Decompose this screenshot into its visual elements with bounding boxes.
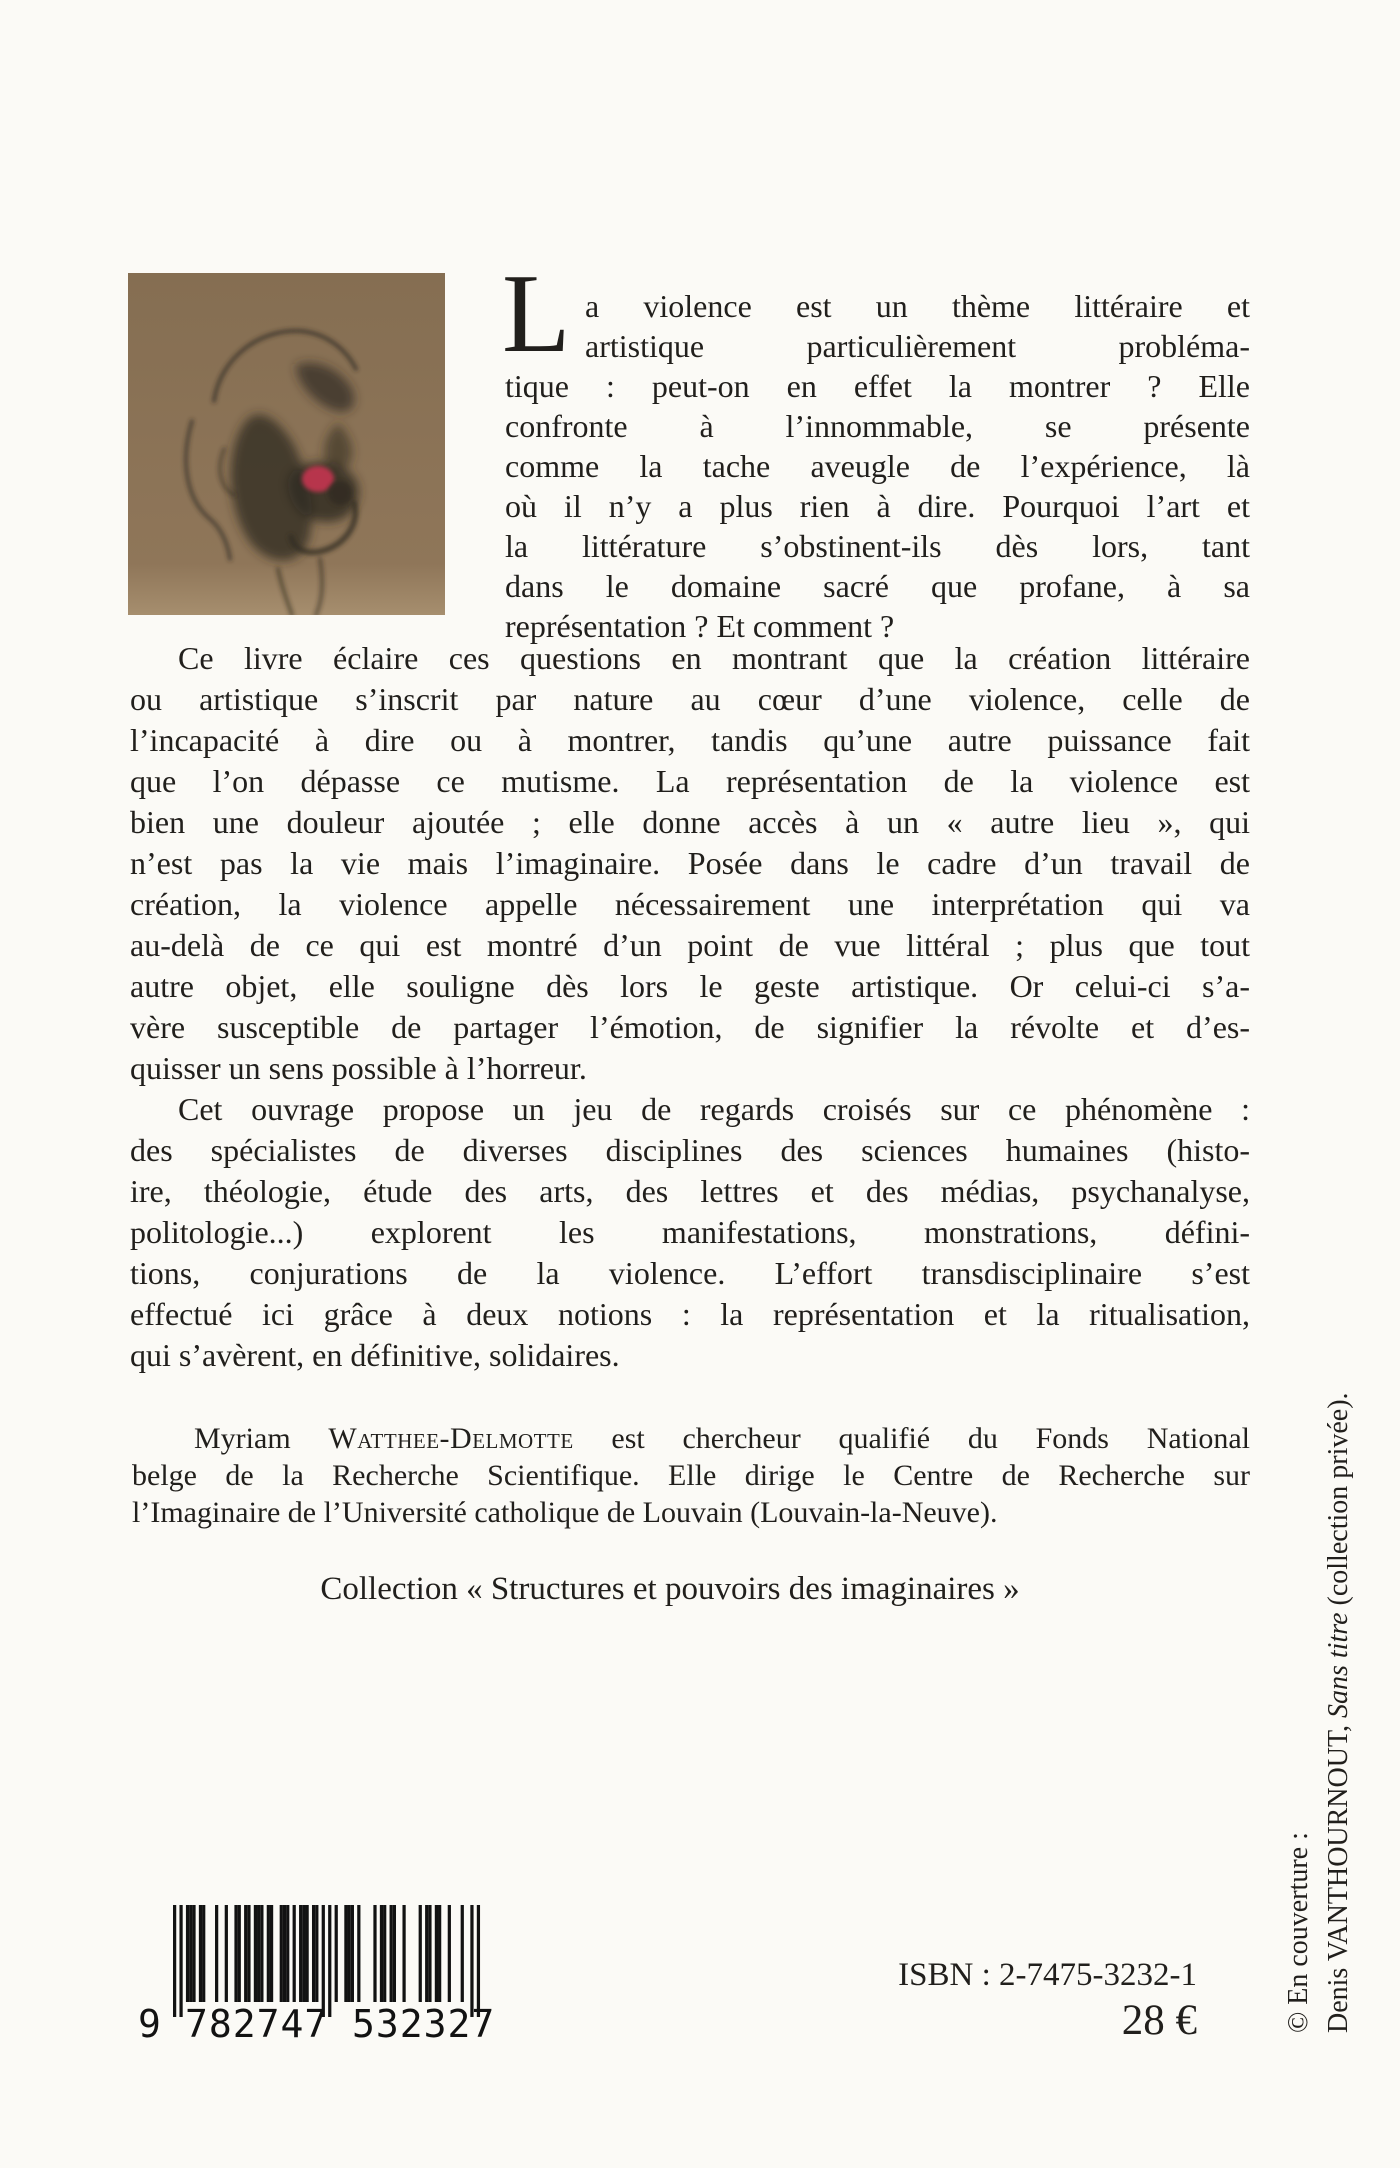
blurb-paragraph-1 xyxy=(505,286,1250,646)
barcode-bar xyxy=(280,1905,283,2002)
text-line: artistique particulièrement probléma- xyxy=(585,328,1250,364)
barcode-bar xyxy=(186,1905,189,2002)
blurb-paragraph-3 xyxy=(130,1089,1250,1376)
text-line: des spécialistes de diverses disciplines des sciences humaines (histo- xyxy=(130,1132,1250,1168)
drop-cap: L xyxy=(502,252,571,376)
bio-line-1-rest: est chercheur qualifié du Fonds National xyxy=(573,1422,1250,1455)
text-line: bien une douleur ajoutée ; elle donne accès à un « autre lieu », qui xyxy=(130,804,1250,840)
barcode-bar xyxy=(322,1905,325,2017)
text-line: que l’on dépasse ce mutisme. La représentation de la violence est xyxy=(130,763,1250,799)
text-line: création, la violence appelle nécessairement une interprétation qui va xyxy=(130,886,1250,922)
barcode-bar xyxy=(238,1905,241,2002)
barcode-bar xyxy=(244,1905,247,2002)
artwork-title-italic: Sans titre xyxy=(1323,1612,1354,1718)
text-line: quisser un sens possible à l’horreur. xyxy=(130,1050,587,1086)
barcode-bar xyxy=(335,1905,338,2002)
text-line: ire, théologie, étude des arts, des lettres et des médias, psychanalyse, xyxy=(130,1173,1250,1209)
text-line: dans le domaine sacré que profane, à sa xyxy=(505,568,1250,604)
barcode-bar xyxy=(393,1905,396,2002)
cover-credit xyxy=(1279,1253,1359,2033)
credit-line-1: © En couverture : xyxy=(1283,1832,1314,2033)
text-line: ou artistique s’inscrit par nature au cœur d’une violence, celle de xyxy=(130,681,1250,717)
barcode-bar xyxy=(247,1905,250,2002)
paragraph-1-lines xyxy=(505,286,1250,646)
barcode-bar xyxy=(435,1905,438,2002)
barcode-bar xyxy=(192,1905,195,2002)
text-line: l’incapacité à dire ou à montrer, tandis qu’une autre puissance fait xyxy=(130,722,1250,758)
bio-line-1 xyxy=(132,1420,1250,1457)
barcode-bar xyxy=(270,1905,273,2002)
barcode-bar xyxy=(199,1905,202,2002)
barcode-bar xyxy=(357,1905,360,2002)
barcode-bar xyxy=(202,1905,205,2002)
bio-lines xyxy=(132,1457,1250,1531)
text-line: politologie...) explorent les manifestations, monstrations, défini- xyxy=(130,1214,1250,1250)
text-line: au-delà de ce qui est montré d’un point de vue littéral ; plus que tout xyxy=(130,927,1250,963)
text-line: la littérature s’obstinent-ils dès lors, tant xyxy=(505,528,1250,564)
barcode-bar xyxy=(312,1905,315,2002)
text-line: Ce livre éclaire ces questions en montrant que la création littéraire xyxy=(178,640,1250,676)
barcode-bar xyxy=(428,1905,431,2002)
barcode-bar xyxy=(257,1905,260,2002)
paragraph-3-lines xyxy=(130,1089,1250,1376)
text-line: vère susceptible de partager l’émotion, de signifier la révolte et d’es- xyxy=(130,1009,1250,1045)
author-name: Watthee-Delmotte xyxy=(328,1422,574,1455)
mouth-shadow xyxy=(328,481,352,505)
text-line: représentation ? Et comment ? xyxy=(505,608,895,644)
text-line: où il n’y a plus rien à dire. Pourquoi l’art et xyxy=(505,488,1250,524)
credit-line-2 xyxy=(1319,1253,1359,2033)
credit-line-2-suffix: (collection privée). xyxy=(1323,1392,1354,1613)
drop-cap-spacer xyxy=(505,286,585,366)
text-line: confronte à l’innommable, se présente xyxy=(505,408,1250,444)
credit-artist-name: Denis VANTHOURNOUT, xyxy=(1323,1718,1354,2033)
barcode-bar xyxy=(390,1905,393,2002)
barcode-bar xyxy=(299,1905,302,2002)
barcode-bar xyxy=(293,1905,296,2002)
collection-line: Collection « Structures et pouvoirs des imaginaires » xyxy=(320,1571,1020,1607)
barcode-bar xyxy=(328,1905,331,2017)
barcode-bar xyxy=(173,1905,176,2017)
text-line: comme la tache aveugle de l’expérience, là xyxy=(505,448,1250,484)
barcode-bar xyxy=(315,1905,318,2002)
barcode-bar xyxy=(189,1905,192,2002)
barcode-bar xyxy=(351,1905,354,2002)
bio-first-name: Myriam xyxy=(194,1422,329,1455)
barcode-bar xyxy=(348,1905,351,2002)
text-line: qui s’avèrent, en définitive, solidaires. xyxy=(130,1337,620,1373)
text-line: autre objet, elle souligne dès lors le geste artistique. Or celui-ci s’a- xyxy=(130,968,1250,1004)
barcode-bar xyxy=(402,1905,405,2002)
price-text: 28 € xyxy=(1121,1997,1197,2044)
paragraph-2-lines xyxy=(130,638,1250,1089)
barcode-bar xyxy=(373,1905,376,2002)
barcode-bar xyxy=(267,1905,270,2002)
barcode-bar xyxy=(234,1905,237,2002)
author-bio xyxy=(132,1420,1250,1531)
text-line: Cet ouvrage propose un jeu de regards croisés sur ce phénomène : xyxy=(178,1091,1250,1127)
barcode-bar xyxy=(215,1905,218,2002)
barcode-bar xyxy=(425,1905,428,2002)
barcode-bar xyxy=(306,1905,309,2002)
text-line: l’Imaginaire de l’Université catholique de Louvain (Louvain-la-Neuve). xyxy=(132,1496,998,1529)
barcode-bar xyxy=(380,1905,383,2002)
text-line: a violence est un thème littéraire et xyxy=(585,288,1250,324)
barcode-bar xyxy=(461,1905,464,2002)
text-line: belge de la Recherche Scientifique. Elle dirige le Centre de Recherche sur xyxy=(132,1459,1250,1492)
barcode-bar xyxy=(283,1905,286,2002)
barcode-bar xyxy=(179,1905,182,2017)
barcode-bar xyxy=(383,1905,386,2002)
barcode-bar xyxy=(302,1905,305,2002)
barcode-bar xyxy=(344,1905,347,2002)
barcode-bar xyxy=(225,1905,228,2002)
cover-artwork xyxy=(128,273,445,615)
barcode-bar xyxy=(260,1905,263,2002)
barcode-bar xyxy=(448,1905,451,2002)
text-line: effectué ici grâce à deux notions : la représentation et la ritualisation, xyxy=(130,1296,1250,1332)
text-line: tique : peut-on en effet la montrer ? Elle xyxy=(505,368,1250,404)
barcode-digit-group2: 532327 xyxy=(352,2002,496,2046)
barcode-digit-lead: 9 xyxy=(138,2002,162,2046)
barcode-bar xyxy=(254,1905,257,2002)
barcode-digit-group1: 782747 xyxy=(185,2002,329,2046)
barcode-bar xyxy=(419,1905,422,2002)
barcode-bar xyxy=(470,1905,473,2017)
blurb-paragraph-2 xyxy=(130,638,1250,1089)
isbn-text: ISBN : 2-7475-3232-1 xyxy=(898,1957,1197,1993)
text-line: tions, conjurations de la violence. L’effort transdisciplinaire s’est xyxy=(130,1255,1250,1291)
ean-barcode xyxy=(138,1905,496,2046)
barcode-bar xyxy=(477,1905,480,2017)
barcode-bar xyxy=(438,1905,441,2002)
text-line: n’est pas la vie mais l’imaginaire. Posée dans le cadre d’un travail de xyxy=(130,845,1250,881)
barcode-bar xyxy=(286,1905,289,2002)
